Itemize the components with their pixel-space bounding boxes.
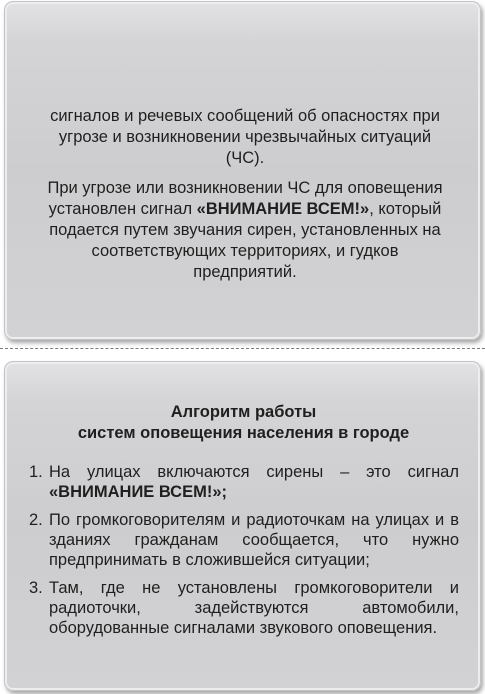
list-item (29, 578, 459, 638)
algorithm-list (29, 462, 459, 646)
item-text: Там, где не установлены громкоговорители и радиоточки, задействуются автомобили, оборудованные сигналами звукового оповещения. (49, 579, 459, 637)
item-number: 3. (29, 579, 43, 597)
dashed-cut-line (0, 348, 485, 349)
list-item (29, 510, 459, 570)
title-line-2: систем оповещения населения в городе (77, 424, 410, 442)
item-bold-signal: «ВНИМАНИЕ ВСЕМ!»; (49, 483, 228, 501)
item-number: 1. (29, 463, 43, 481)
paragraph-2-end: , который подается путем звучания сирен, установленных на соответствующих территориях, и гудков предприятий. (49, 200, 442, 281)
item-number: 2. (29, 511, 43, 529)
list-item (29, 462, 459, 502)
top-paragraph-2 (45, 178, 445, 283)
algorithm-title (35, 402, 452, 444)
top-card-text (45, 106, 445, 292)
paragraph-2-start: При угрозе или возникновении ЧС для оповещения установлен сигнал (47, 179, 443, 218)
title-line-1: Алгоритм работы (170, 403, 317, 421)
item-text-start: На улицах включаются сирены – это сигнал (49, 463, 459, 481)
top-paragraph-1: сигналов и речевых сообщений об опасностях при угрозе и возникновении чрезвычайных ситуаций (ЧС). (50, 107, 440, 167)
top-card (4, 1, 481, 340)
signal-name-bold: «ВНИМАНИЕ ВСЕМ!» (196, 200, 370, 218)
bottom-card (4, 361, 481, 691)
item-text: По громкоговорителям и радиоточкам на улицах и в зданиях гражданам сообщается, что нужно предпринимать в сложившейся ситуации; (49, 511, 459, 569)
item-text (49, 462, 459, 502)
